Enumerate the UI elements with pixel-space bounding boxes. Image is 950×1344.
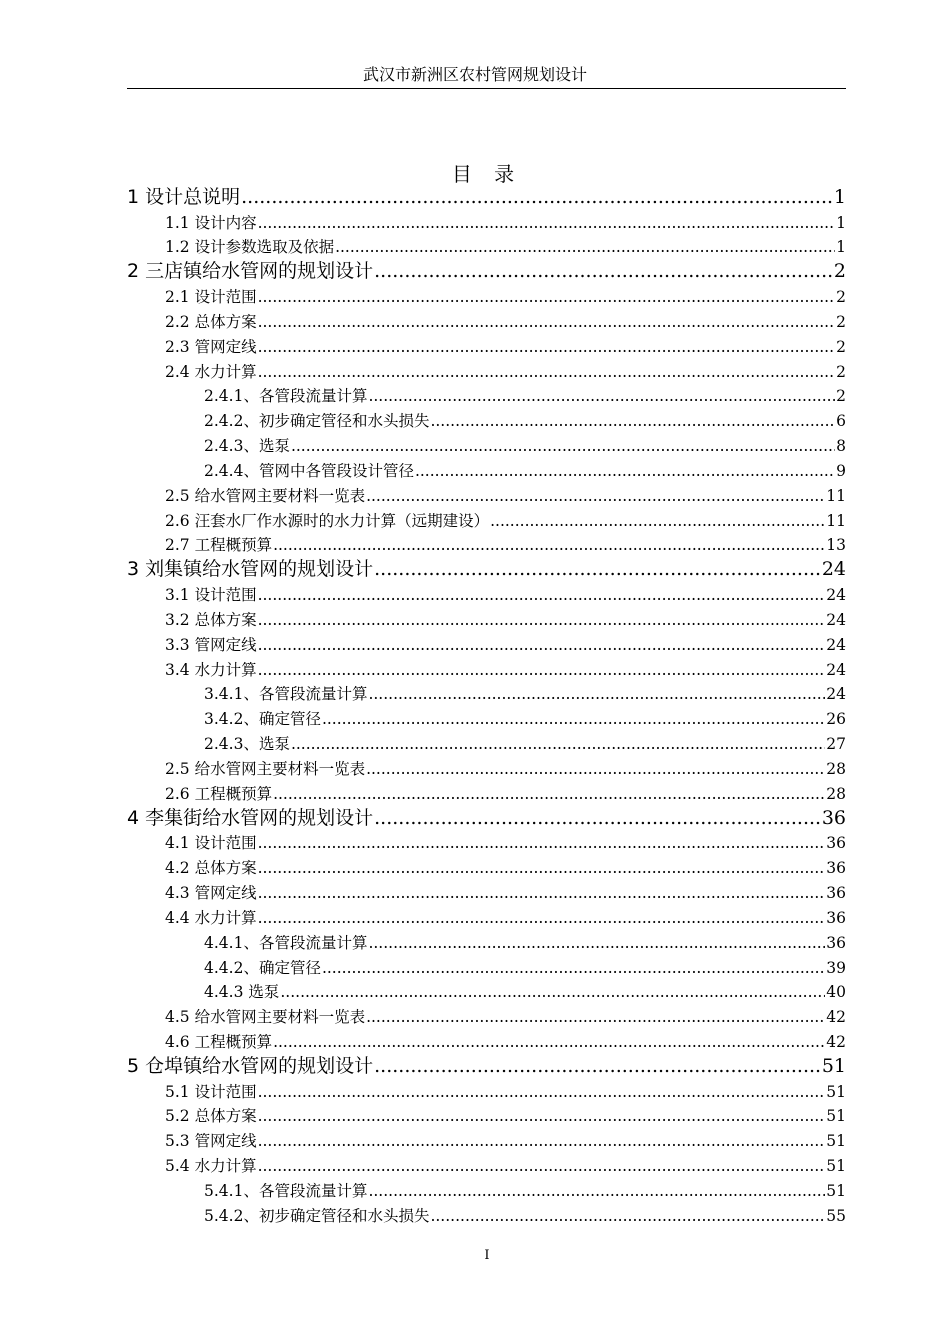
toc-entry-page: 1 (833, 185, 846, 208)
toc-entry-label: 5.1 设计范围 (165, 1082, 257, 1101)
toc-entry[interactable] (0, 1078, 950, 1103)
toc-entry-label: 1.2 设计参数选取及依据 (165, 238, 335, 257)
toc-entry[interactable] (0, 532, 950, 557)
toc-entry-page: 11 (826, 486, 846, 505)
dot-leader (430, 1205, 825, 1227)
toc-entry-page: 55 (826, 1206, 846, 1225)
table-of-contents (0, 184, 950, 1227)
toc-entry-label: 5.4 水力计算 (165, 1157, 257, 1176)
dot-leader (322, 708, 825, 730)
toc-entry[interactable] (0, 258, 950, 283)
dot-leader (258, 659, 826, 681)
toc-entry[interactable] (0, 656, 950, 681)
toc-entry-label: 4.3 管网定线 (165, 884, 257, 903)
toc-entry[interactable] (0, 383, 950, 408)
toc-entry[interactable] (0, 1003, 950, 1028)
dot-leader (368, 932, 825, 954)
toc-entry-page: 51 (826, 1082, 846, 1101)
dot-leader (258, 361, 836, 383)
dot-leader (258, 882, 826, 904)
toc-entry-page: 42 (826, 1032, 846, 1051)
toc-entry[interactable] (0, 407, 950, 432)
toc-entry[interactable] (0, 631, 950, 656)
toc-entry-label: 2.4.3、选泵 (204, 437, 290, 456)
dot-leader (258, 286, 836, 308)
toc-entry-page: 26 (826, 710, 846, 729)
toc-entry-label: 4 李集街给水管网的规划设计 (127, 806, 374, 829)
toc-entry[interactable] (0, 1127, 950, 1152)
toc-entry[interactable] (0, 482, 950, 507)
toc-entry-label: 3 刘集镇给水管网的规划设计 (127, 558, 374, 581)
dot-leader (258, 634, 826, 656)
toc-entry-page: 28 (826, 759, 846, 778)
dot-leader (415, 460, 835, 482)
toc-entry[interactable] (0, 1202, 950, 1227)
dot-leader (374, 806, 821, 830)
toc-entry[interactable] (0, 606, 950, 631)
toc-entry[interactable] (0, 904, 950, 929)
dot-leader (273, 783, 825, 805)
toc-entry-label: 5.2 总体方案 (165, 1107, 257, 1126)
dot-leader (291, 733, 825, 755)
toc-entry[interactable] (0, 1152, 950, 1177)
toc-entry-label: 2.5 给水管网主要材料一览表 (165, 759, 366, 778)
toc-entry-label: 3.3 管网定线 (165, 635, 257, 654)
toc-entry-page: 24 (826, 660, 846, 679)
toc-entry[interactable] (0, 805, 950, 830)
toc-entry[interactable] (0, 507, 950, 532)
toc-entry[interactable] (0, 358, 950, 383)
toc-entry-label: 4.1 设计范围 (165, 834, 257, 853)
toc-entry-page: 24 (826, 610, 846, 629)
toc-entry[interactable] (0, 234, 950, 259)
running-header: 武汉市新洲区农村管网规划设计 (362, 65, 587, 84)
toc-entry-page: 51 (826, 1107, 846, 1126)
dot-leader (280, 981, 825, 1003)
toc-entry-label: 3.4 水力计算 (165, 660, 257, 679)
toc-entry-label: 2.4.3、选泵 (204, 735, 290, 754)
toc-entry-page: 24 (821, 558, 846, 581)
toc-title: 目 录 (451, 162, 523, 186)
dot-leader (258, 336, 836, 358)
dot-leader (374, 557, 821, 581)
toc-entry-label: 1 设计总说明 (127, 185, 241, 208)
toc-entry-page: 36 (826, 834, 846, 853)
dot-leader (368, 385, 835, 407)
dot-leader (368, 683, 825, 705)
toc-entry-label: 3.2 总体方案 (165, 610, 257, 629)
toc-entry[interactable] (0, 681, 950, 706)
toc-entry-label: 3.4.2、确定管径 (204, 710, 321, 729)
toc-entry-page: 13 (826, 536, 846, 555)
dot-leader (490, 510, 825, 532)
toc-entry-page: 9 (836, 461, 846, 480)
toc-entry[interactable] (0, 830, 950, 855)
toc-entry-page: 36 (826, 859, 846, 878)
dot-leader (374, 1054, 821, 1078)
toc-entry-page: 51 (826, 1157, 846, 1176)
toc-entry-label: 4.6 工程概预算 (165, 1032, 273, 1051)
toc-entry-page: 2 (836, 387, 846, 406)
toc-entry-label: 5 仓埠镇给水管网的规划设计 (127, 1054, 374, 1077)
toc-entry-page: 24 (826, 586, 846, 605)
toc-entry[interactable] (0, 333, 950, 358)
toc-entry-label: 2.1 设计范围 (165, 288, 257, 307)
toc-entry-label: 2.6 汪套水厂作水源时的水力计算（远期建设） (165, 511, 490, 530)
toc-entry-label: 4.5 给水管网主要材料一览表 (165, 1008, 366, 1027)
toc-entry-page: 36 (826, 908, 846, 927)
dot-leader (258, 584, 826, 606)
dot-leader (258, 1130, 826, 1152)
toc-entry-page: 2 (836, 312, 846, 331)
toc-entry[interactable] (0, 1177, 950, 1202)
dot-leader (366, 1006, 825, 1028)
toc-entry[interactable] (0, 705, 950, 730)
dot-leader (273, 1031, 825, 1053)
toc-entry[interactable] (0, 879, 950, 904)
dot-leader (258, 1105, 826, 1127)
dot-leader (258, 311, 836, 333)
toc-entry-page: 24 (826, 635, 846, 654)
toc-entry-page: 11 (826, 511, 846, 530)
dot-leader (258, 1081, 826, 1103)
header-divider (127, 88, 846, 89)
toc-entry-label: 2.7 工程概预算 (165, 536, 273, 555)
toc-entry[interactable] (0, 954, 950, 979)
dot-leader (322, 957, 825, 979)
toc-entry-label: 2.4.1、各管段流量计算 (204, 387, 368, 406)
toc-entry-page: 28 (826, 784, 846, 803)
toc-entry-page: 39 (826, 958, 846, 977)
dot-leader (430, 410, 835, 432)
dot-leader (366, 758, 825, 780)
toc-entry-label: 2.4 水力计算 (165, 362, 257, 381)
toc-entry-page: 1 (836, 238, 846, 257)
toc-entry[interactable] (0, 1028, 950, 1053)
toc-entry-page: 2 (833, 260, 846, 283)
toc-entry-page: 42 (826, 1008, 846, 1027)
toc-entry[interactable] (0, 432, 950, 457)
toc-entry[interactable] (0, 780, 950, 805)
dot-leader (366, 485, 825, 507)
dot-leader (241, 185, 833, 209)
toc-entry-label: 4.4 水力计算 (165, 908, 257, 927)
dot-leader (258, 832, 826, 854)
toc-entry[interactable] (0, 1053, 950, 1078)
toc-entry[interactable] (0, 730, 950, 755)
toc-entry[interactable] (0, 184, 950, 209)
toc-entry[interactable] (0, 308, 950, 333)
toc-entry[interactable] (0, 979, 950, 1004)
toc-entry-label: 2.4.4、管网中各管段设计管径 (204, 461, 414, 480)
toc-entry-page: 2 (836, 337, 846, 356)
toc-entry-page: 2 (836, 362, 846, 381)
toc-entry-page: 8 (836, 437, 846, 456)
dot-leader (291, 435, 835, 457)
toc-entry-page: 1 (836, 213, 846, 232)
toc-entry-label: 4.4.1、各管段流量计算 (204, 933, 368, 952)
toc-entry-page: 51 (821, 1054, 846, 1077)
toc-entry-page: 40 (826, 983, 846, 1002)
page-number: I (484, 1248, 490, 1263)
toc-entry-label: 4.4.3 选泵 (204, 983, 280, 1002)
toc-entry-label: 4.4.2、确定管径 (204, 958, 321, 977)
toc-entry-label: 5.3 管网定线 (165, 1132, 257, 1151)
toc-entry-label: 3.4.1、各管段流量计算 (204, 685, 368, 704)
toc-entry-page: 51 (826, 1132, 846, 1151)
toc-entry[interactable] (0, 854, 950, 879)
toc-entry-page: 36 (826, 884, 846, 903)
toc-entry[interactable] (0, 209, 950, 234)
toc-entry-page: 24 (826, 685, 846, 704)
toc-entry[interactable] (0, 1103, 950, 1128)
toc-entry-label: 5.4.2、初步确定管径和水头损失 (204, 1206, 430, 1225)
toc-entry-label: 2.4.2、初步确定管径和水头损失 (204, 412, 430, 431)
toc-entry-label: 2.5 给水管网主要材料一览表 (165, 486, 366, 505)
toc-entry[interactable] (0, 457, 950, 482)
toc-entry-page: 36 (826, 933, 846, 952)
dot-leader (368, 1180, 825, 1202)
toc-entry-label: 1.1 设计内容 (165, 213, 257, 232)
dot-leader (258, 212, 836, 234)
toc-entry-page: 2 (836, 288, 846, 307)
toc-entry-label: 5.4.1、各管段流量计算 (204, 1181, 368, 1200)
toc-entry-label: 2.2 总体方案 (165, 312, 257, 331)
dot-leader (258, 609, 826, 631)
toc-entry-page: 6 (836, 412, 846, 431)
toc-entry-page: 27 (826, 735, 846, 754)
dot-leader (335, 236, 835, 258)
dot-leader (258, 1155, 826, 1177)
toc-entry-page: 51 (826, 1181, 846, 1200)
toc-entry-label: 3.1 设计范围 (165, 586, 257, 605)
toc-entry[interactable] (0, 283, 950, 308)
toc-entry[interactable] (0, 755, 950, 780)
dot-leader (273, 534, 825, 556)
toc-entry-label: 2.6 工程概预算 (165, 784, 273, 803)
toc-entry-label: 2 三店镇给水管网的规划设计 (127, 260, 374, 283)
toc-entry[interactable] (0, 581, 950, 606)
toc-entry-page: 36 (821, 806, 846, 829)
dot-leader (258, 907, 826, 929)
dot-leader (374, 259, 833, 283)
toc-entry[interactable] (0, 556, 950, 581)
toc-entry-label: 4.2 总体方案 (165, 859, 257, 878)
toc-entry-label: 2.3 管网定线 (165, 337, 257, 356)
toc-entry[interactable] (0, 929, 950, 954)
dot-leader (258, 857, 826, 879)
